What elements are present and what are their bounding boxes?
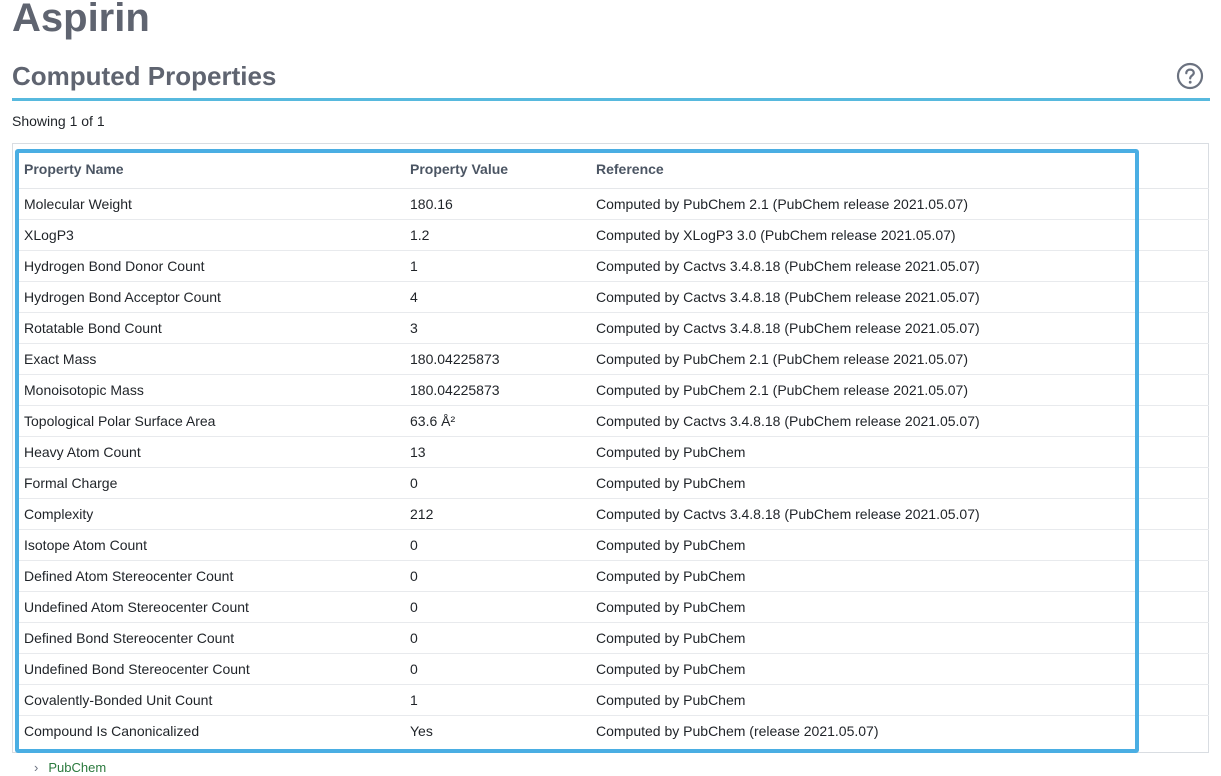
property-reference: Computed by Cactvs 3.4.8.18 (PubChem release 2021.05.07) bbox=[591, 406, 1209, 437]
property-reference: Computed by PubChem bbox=[591, 592, 1209, 623]
property-name: Covalently-Bonded Unit Count bbox=[19, 685, 405, 716]
property-reference: Computed by PubChem bbox=[591, 623, 1209, 654]
property-reference: Computed by Cactvs 3.4.8.18 (PubChem release 2021.05.07) bbox=[591, 313, 1209, 344]
property-reference: Computed by Cactvs 3.4.8.18 (PubChem release 2021.05.07) bbox=[591, 499, 1209, 530]
property-value: 0 bbox=[405, 592, 591, 623]
property-reference: Computed by PubChem (release 2021.05.07) bbox=[596, 723, 879, 739]
column-header-reference[interactable]: Reference bbox=[591, 150, 1209, 189]
property-value: 1 bbox=[405, 685, 591, 716]
table-row bbox=[19, 716, 1209, 747]
question-circle-icon bbox=[1176, 62, 1204, 90]
property-value: 4 bbox=[405, 282, 591, 313]
section-header bbox=[12, 56, 1210, 101]
table-row bbox=[19, 530, 1209, 561]
table-row bbox=[19, 189, 1209, 220]
table-row bbox=[19, 344, 1209, 375]
table-row bbox=[19, 499, 1209, 530]
column-header-property-name[interactable]: Property Name bbox=[19, 150, 405, 189]
table-row bbox=[19, 468, 1209, 499]
property-value: 1.2 bbox=[405, 220, 591, 251]
property-value: 180.16 bbox=[405, 189, 591, 220]
property-value: 3 bbox=[405, 313, 591, 344]
property-name: Formal Charge bbox=[19, 468, 405, 499]
property-reference: Computed by PubChem bbox=[591, 468, 1209, 499]
table-body bbox=[19, 189, 1209, 747]
property-value: 180.04225873 bbox=[405, 344, 591, 375]
table-row bbox=[19, 685, 1209, 716]
property-value: 63.6 Å² bbox=[405, 406, 591, 437]
property-value: Yes bbox=[410, 723, 433, 739]
results-count: Showing 1 of 1 bbox=[12, 113, 105, 129]
table-row bbox=[19, 251, 1209, 282]
table-row bbox=[19, 375, 1209, 406]
column-header-property-value[interactable]: Property Value bbox=[405, 150, 591, 189]
property-name: Defined Atom Stereocenter Count bbox=[19, 561, 405, 592]
property-reference: Computed by XLogP3 3.0 (PubChem release 2021.05.07) bbox=[591, 220, 1209, 251]
source-link-label[interactable]: PubChem bbox=[48, 760, 107, 775]
table-row bbox=[19, 654, 1209, 685]
property-value: 212 bbox=[405, 499, 591, 530]
property-name: Hydrogen Bond Acceptor Count bbox=[19, 282, 405, 313]
table-row bbox=[19, 437, 1209, 468]
property-value: 0 bbox=[405, 561, 591, 592]
property-value: 0 bbox=[405, 530, 591, 561]
table-row bbox=[19, 406, 1209, 437]
table-row bbox=[19, 282, 1209, 313]
property-reference: Computed by PubChem bbox=[591, 685, 1209, 716]
property-name: Exact Mass bbox=[19, 344, 405, 375]
table-header-row bbox=[19, 150, 1209, 189]
property-reference: Computed by PubChem bbox=[591, 437, 1209, 468]
table-row bbox=[19, 561, 1209, 592]
property-value: 13 bbox=[405, 437, 591, 468]
property-name: Monoisotopic Mass bbox=[19, 375, 405, 406]
caret-right-icon: › bbox=[34, 760, 39, 775]
property-value: 180.04225873 bbox=[405, 375, 591, 406]
property-name: Topological Polar Surface Area bbox=[19, 406, 405, 437]
help-icon[interactable] bbox=[1176, 62, 1204, 90]
property-name: Undefined Bond Stereocenter Count bbox=[19, 654, 405, 685]
property-value: 0 bbox=[405, 468, 591, 499]
property-value: 0 bbox=[405, 623, 591, 654]
property-name: Defined Bond Stereocenter Count bbox=[19, 623, 405, 654]
property-name: Compound Is Canonicalized bbox=[24, 723, 200, 739]
section-title: Computed Properties bbox=[12, 61, 277, 91]
property-reference: Computed by Cactvs 3.4.8.18 (PubChem release 2021.05.07) bbox=[591, 251, 1209, 282]
property-name: Hydrogen Bond Donor Count bbox=[19, 251, 405, 282]
page-title: Aspirin bbox=[12, 0, 150, 40]
property-reference: Computed by PubChem 2.1 (PubChem release 2021.05.07) bbox=[591, 344, 1209, 375]
property-name: XLogP3 bbox=[19, 220, 405, 251]
table-row bbox=[19, 623, 1209, 654]
property-value: 1 bbox=[405, 251, 591, 282]
property-reference: Computed by PubChem 2.1 (PubChem release 2021.05.07) bbox=[591, 189, 1209, 220]
table-row bbox=[19, 592, 1209, 623]
property-name: Molecular Weight bbox=[19, 189, 405, 220]
property-name: Isotope Atom Count bbox=[19, 530, 405, 561]
property-reference: Computed by PubChem bbox=[591, 654, 1209, 685]
table-row bbox=[19, 313, 1209, 344]
property-name: Complexity bbox=[19, 499, 405, 530]
property-value: 0 bbox=[405, 654, 591, 685]
computed-properties-table bbox=[19, 150, 1209, 746]
property-reference: Computed by PubChem bbox=[591, 561, 1209, 592]
property-name: Rotatable Bond Count bbox=[19, 313, 405, 344]
property-reference: Computed by PubChem bbox=[591, 530, 1209, 561]
table-row bbox=[19, 220, 1209, 251]
property-reference: Computed by Cactvs 3.4.8.18 (PubChem release 2021.05.07) bbox=[591, 282, 1209, 313]
property-name: Heavy Atom Count bbox=[19, 437, 405, 468]
property-name: Undefined Atom Stereocenter Count bbox=[19, 592, 405, 623]
property-reference: Computed by PubChem 2.1 (PubChem release 2021.05.07) bbox=[591, 375, 1209, 406]
footer-source-link[interactable] bbox=[34, 760, 106, 776]
